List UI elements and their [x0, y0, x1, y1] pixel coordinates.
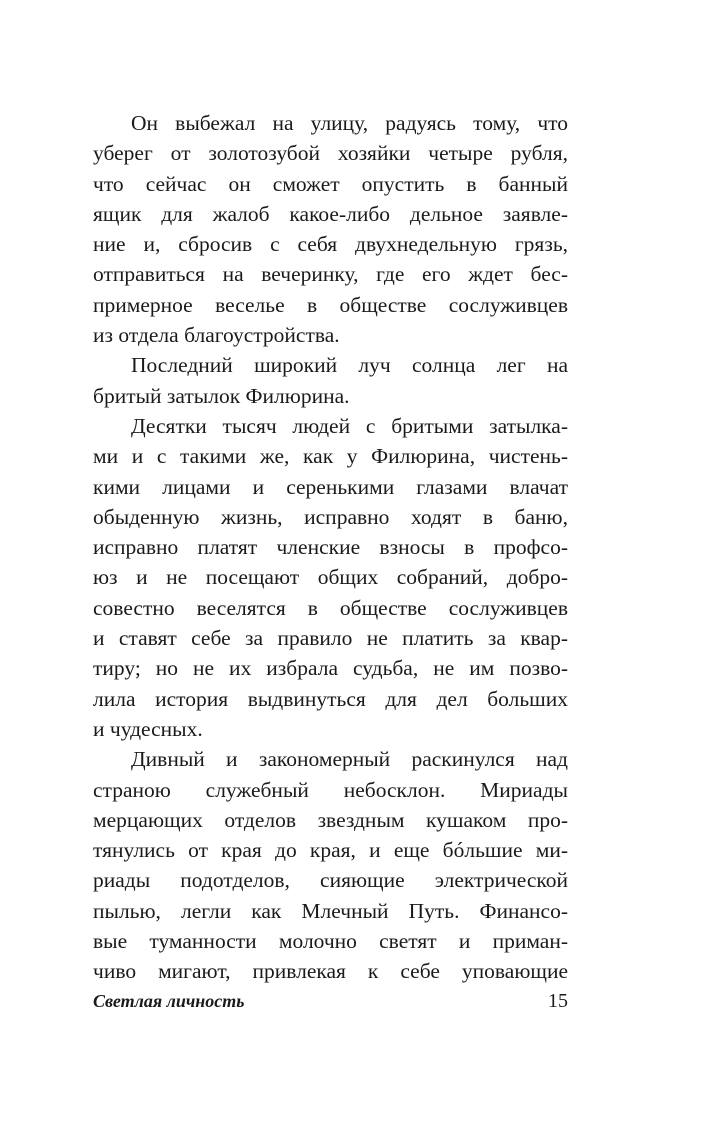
- text-line: примерное веселье в обществе сослуживцев: [93, 292, 568, 317]
- page-footer: [93, 986, 568, 1016]
- paragraph: [93, 411, 568, 744]
- text-line: вые туманности молочно светят и приман-: [93, 929, 568, 954]
- text-line: и ставят себе за правило не платить за квар-: [93, 626, 568, 651]
- page-number: 15: [548, 990, 568, 1012]
- text-line: из отдела благоустройства.: [93, 323, 340, 348]
- text-line: чиво мигают, привлекая к себе уповающие: [93, 959, 568, 984]
- text-line: Он выбежал на улицу, радуясь тому, что: [131, 111, 568, 135]
- text-line: тиру; но не их избрала судьба, не им позво-: [93, 656, 568, 681]
- text-line: Последний широкий луч солнца лег на: [131, 353, 568, 378]
- text-line: бритый затылок Филюрина.: [93, 383, 350, 408]
- text-line: мерцающих отделов звездным кушаком про-: [93, 807, 568, 832]
- text-line: ми и с такими же, как у Филюрина, чистень-: [93, 444, 568, 469]
- running-title: Светлая личность: [93, 991, 245, 1011]
- text-line: страною служебный небосклон. Мириады: [93, 777, 568, 802]
- text-line: ящик для жалоб какое-либо дельное заявле-: [93, 201, 568, 226]
- text-line: уберег от золотозубой хозяйки четыре рубля,: [93, 141, 568, 166]
- text-line: Дивный и закономерный раскинулся над: [131, 747, 568, 772]
- text-line: исправно платят членские взносы в профсо-: [93, 535, 568, 560]
- text-line: что сейчас он сможет опустить в банный: [93, 171, 568, 196]
- text-line: Десятки тысяч людей с бритыми затылка-: [131, 413, 568, 438]
- body-text: [93, 108, 568, 987]
- paragraph: [93, 108, 568, 350]
- text-line: риады подотделов, сияющие электрической: [93, 868, 568, 893]
- paragraph: [93, 350, 568, 411]
- text-line: совестно веселятся в обществе сослуживцев: [93, 595, 568, 620]
- text-line: юз и не посещают общих собраний, добро-: [93, 565, 568, 590]
- paragraph: [93, 744, 568, 986]
- text-line: отправиться на вечеринку, где его ждет бес-: [93, 262, 568, 287]
- text-line: тянулись от края до края, и еще бóльшие ми-: [93, 838, 568, 863]
- text-line: ние и, сбросив с себя двухнедельную грязь,: [93, 232, 568, 257]
- text-line: пылью, легли как Млечный Путь. Финансо-: [93, 898, 568, 923]
- text-line: лила история выдвинуться для дел больших: [93, 686, 568, 711]
- text-line: кими лицами и серенькими глазами влачат: [93, 474, 568, 499]
- text-line: и чудесных.: [93, 716, 203, 741]
- text-line: обыденную жизнь, исправно ходят в баню,: [93, 504, 568, 529]
